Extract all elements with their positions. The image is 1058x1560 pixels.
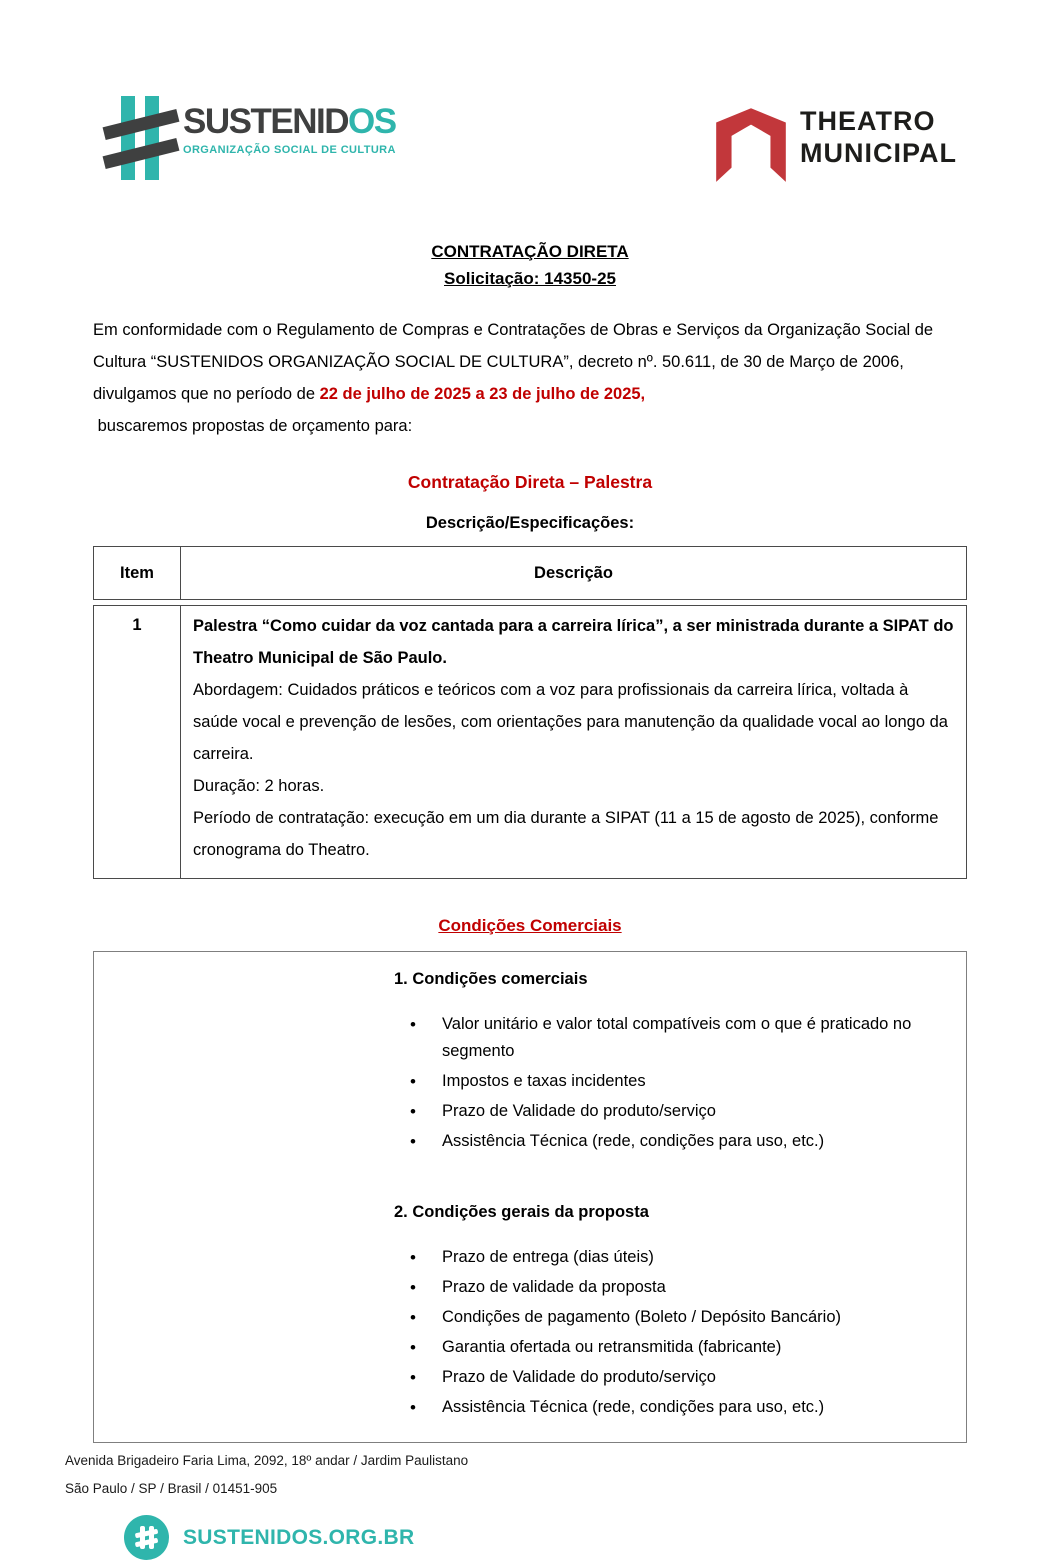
spec-description-paragraph: Período de contratação: execução em um dia durante a SIPAT (11 a 15 de agosto de 2025), conforme cronograma do Theatro. [193,809,939,859]
spec-description-title: Palestra “Como cuidar da voz cantada para a carreira lírica”, a ser ministrada durante a SIPAT do Theatro Municipal de São Paulo. [193,617,954,667]
condition-item: • Impostos e taxas incidentes [394,1068,939,1095]
intro-text-after: buscaremos propostas de orçamento para: [93,417,413,435]
sustenidos-hash-icon [109,92,181,184]
condition-item: • Prazo de validade da proposta [394,1274,939,1301]
spec-col-item: Item [93,546,181,600]
sustenidos-tagline: ORGANIZAÇÃO SOCIAL DE CULTURA [183,144,396,156]
document-title-line1: CONTRATAÇÃO DIRETA [431,242,629,261]
condition-item: • Assistência Técnica (rede, condições para uso, etc.) [394,1394,939,1421]
conditions-section1-title: 1. Condições comerciais [394,970,588,988]
spec-table-header-row [93,546,967,600]
header-logos [93,92,967,188]
commercial-conditions-heading: Condições Comerciais [438,916,622,935]
footer-address-line1: Avenida Brigadeiro Faria Lima, 2092, 18º andar / Jardim Paulistano [65,1453,469,1468]
intro-dates-highlight: 22 de julho de 2025 a 23 de julho de 2025, [319,385,646,403]
spec-heading: Descrição/Especificações: [425,514,635,532]
document-title-line2: Solicitação: 14350-25 [444,269,616,288]
hash-bar [145,96,159,180]
theatro-line2: MUNICIPAL [800,137,957,168]
commercial-conditions-box [93,951,967,1443]
object-heading: Contratação Direta – Palestra [407,472,653,492]
intro-paragraph [93,314,967,442]
sustenidos-logo [109,92,396,184]
sustenidos-circle-hash-icon [124,1515,169,1560]
spec-row-description [181,605,967,879]
condition-item: • Prazo de entrega (dias úteis) [394,1244,939,1271]
document-title [93,238,967,292]
spec-row-item: 1 [93,605,181,879]
spec-description-paragraph: Abordagem: Cuidados práticos e teóricos com a voz para profissionais da carreira lírica, voltada à saúde vocal e prevenção de lesões, com orientações para manutenção da qualidade vocal ao longo da carreira. [193,681,948,763]
sustenidos-name [183,104,396,139]
spec-table [93,541,967,884]
intro-text-before: Em conformidade com o Regulamento de Compras e Contratações de Obras e Serviços da Organização Social de Cultura “SUSTENIDOS ORGANIZAÇÃO SOCIAL DE CULTURA”, decreto nº. 50.611, de 30 de Março de 2006, divulgamos que no período de [93,321,934,403]
footer-brand [124,1515,1058,1560]
spec-col-description: Descrição [181,546,967,600]
condition-item: • Prazo de Validade do produto/serviço [394,1098,939,1125]
condition-item: • Condições de pagamento (Boleto / Depósito Bancário) [394,1304,939,1331]
theatro-arch-icon [716,100,786,186]
condition-item: • Valor unitário e valor total compatíveis com o que é praticado no segmento [394,1011,939,1065]
theatro-wordmark [800,100,957,170]
hash-bar [135,1529,158,1538]
theatro-line1: THEATRO [800,106,936,136]
page-footer [0,1447,1058,1560]
conditions-section1-list [394,1011,956,1155]
sustenidos-wordmark [183,92,396,156]
hash-bar [103,109,180,140]
sustenidos-name-main: SUSTENID [183,102,348,141]
spec-description-paragraph: Duração: 2 horas. [193,777,325,795]
conditions-section2-title: 2. Condições gerais da proposta [394,1203,649,1221]
condition-item: • Assistência Técnica (rede, condições para uso, etc.) [394,1128,939,1155]
hash-bar [135,1538,158,1547]
document-content [93,0,967,1443]
footer-website: SUSTENIDOS.ORG.BR [183,1525,415,1549]
footer-address-line2: São Paulo / SP / Brasil / 01451-905 [65,1481,278,1496]
spec-table-row [93,605,967,879]
sustenidos-name-accent: OS [347,102,396,141]
hash-bar [121,96,135,180]
conditions-section2-list [394,1244,956,1421]
condition-item: • Garantia ofertada ou retransmitida (fabricante) [394,1334,939,1361]
theatro-municipal-logo [716,92,957,186]
condition-item: • Prazo de Validade do produto/serviço [394,1364,939,1391]
hash-bar [103,138,180,169]
